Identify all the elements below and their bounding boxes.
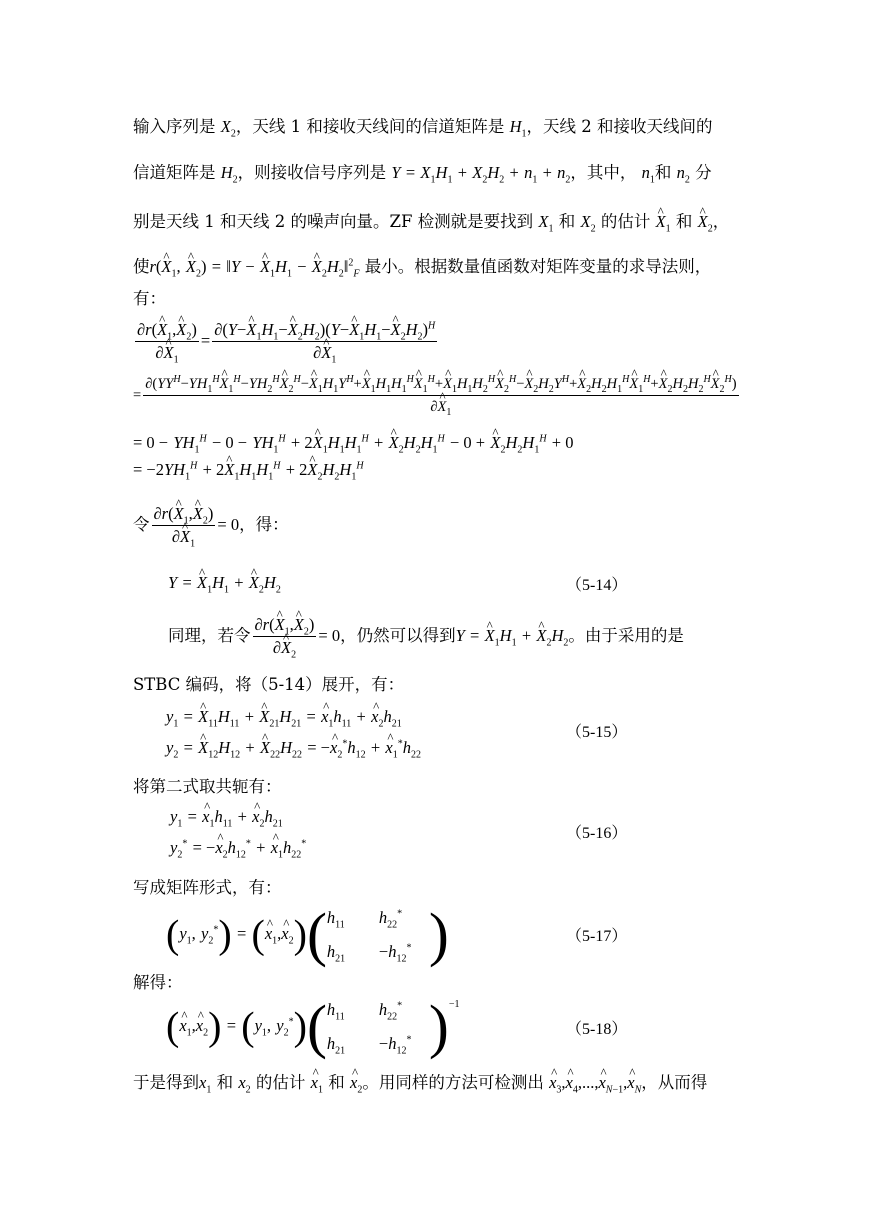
equation-5-15-line-1: $y_1$ = ^ $X_{11}H_{11}$ + ^ $X_{21}H_{21}$ = ^ $x_1h_{11}$ + ^ $x_2h_{21}$: [166, 707, 402, 727]
equation-number-5-14: （5-14）: [566, 577, 628, 594]
equation-5-18: (^ $x_1,\^{}$ $x_2) = (y_1$, $y_2^*$)( $h_{11}$ $h_{22}^*$ $h_{21}$ $-h_{12}^*$ )$^{-1}$: [166, 996, 460, 1057]
equation-5-16-line-1: $y_1$ = ^ $x_1h_{11}$ + ^ $x_2h_{21}$: [170, 807, 283, 827]
conjugate-line: 将第二式取共轭有：: [133, 777, 282, 796]
paragraph-line-2: 信道矩阵是 $H_2$，则接收信号序列是 $Y = X_1H_1 + X_2H_2 + n_1 + n_2$，其中， $n_1$和 $n_2$ 分: [133, 163, 712, 186]
equation-number-5-18: （5-18）: [566, 1021, 628, 1038]
equation-number-5-15: （5-15）: [566, 724, 628, 741]
paragraph-line-3: 别是天线 1 和天线 2 的噪声向量。ZF 检测就是要找到 $X_1$ 和 $X_2$ 的估计 ^ $X_1$ 和 ^ $X_2$，: [133, 212, 729, 232]
setting-line: 令 $\frac{\partial r(\^{} X_1,\^{} X_2)}{\partial\^{} X_1}$ = 0，得：: [133, 504, 289, 547]
equation-5-15-line-2: $y_2$ = ^ $X_{12}H_{12}$ + ^ $X_{22}H_{22}$ = −^ $x_2^*h_{12}$ + ^ $x_1^*h_{22}$: [166, 738, 421, 758]
paragraph-line-5: 有：: [133, 289, 166, 308]
stbc-line: STBC 编码，将（5-14）展开，有：: [133, 675, 405, 694]
equation-number-5-16: （5-16）: [566, 825, 628, 842]
derivation-line-1: $\frac{\partial r(\^{} X_1,\^{} X_2)}{\partial\^{} X_1}$ = $\frac{\partial(Y-\^{} X_1H_1-\^{} X_2H_2)(Y-\^{} X_1H_1-\^{} X_2H_2)^H}{\partial\^{} X_1}$: [133, 320, 439, 363]
similarly-line: 同理，若令 $\frac{\partial r(\^{} X_1,\^{} X_2)}{\partial\^{} X_2}$ = 0，仍然可以得到Y = ^ $X_1H_1$ + ^ $X_2H_2$。由于采用的是: [168, 615, 684, 658]
equation-5-14: Y = ^ $X_1H_1$ + ^ $X_2H_2$: [168, 573, 281, 593]
equation-number-5-17: （5-17）: [566, 928, 628, 945]
paragraph-line-4: 使r(^ $X_1$, ^ $X_2$) = ‖Y − ^ $X_1H_1$ − ^ $X_2H_2‖^2_F$ 最小。根据数量值函数对矩阵变量的求导法则，: [133, 257, 711, 277]
matrix-form-line: 写成矩阵形式，有：: [133, 878, 282, 897]
equation-5-17: ($y_1$, $y_2^*$) = (^ $x_1,\^{}$ $x_2$)( $h_{11}$ $h_{22}^*$ $h_{21}$ $-h_{12}^*$ ): [166, 904, 449, 965]
derivation-line-3: = $0 - YH_1^H - 0 - YH_1^H$ + 2^ $X_1H_1H_1^H$ + ^ $X_2H_2H_1^H - 0$ + ^ $X_2H_2H_1^H + 0$: [133, 433, 573, 453]
solve-line: 解得：: [133, 973, 183, 992]
final-line: 于是得到$x_1$ 和 $x_2$ 的估计 ^ $x_1$ 和 ^ $x_2$。用同样的方法可检测出 ^ $x_3,\^{}$ $x_4,...,\^{}$ $x_{N-1},\^{}$ $x_N$，从而得: [133, 1073, 707, 1093]
derivation-line-4: = $-2YH_1^H$ + 2^ $X_1H_1H_1^H$ + 2^ $X_2H_2H_1^H$: [133, 460, 364, 480]
equation-5-16-line-2: $y_2^*$ = −^ $x_2h_{12}^*$ + ^ $x_1h_{22}^*$: [170, 838, 306, 858]
paragraph-line-1: 输入序列是 $X_2$，天线 1 和接收天线间的信道矩阵是 $H_1$，天线 2 和接收天线间的: [133, 117, 713, 140]
derivation-line-2: = $\partial(YY^H-YH_1^H\^{}$ $X_1^H-YH_2^H\^{}$ $X_2^H-\^{}$ $X_1H_1Y^H+\^{}$ $X_1H_1H_1^H\^{}$ $X_1^H+\^{}$ $X_1H_1H_2^H\^{}$ $X_2^H-\^{}$ $X_2H_2Y^H+\^{}$ $X_2H_2H_1^H\^{}$ $X_1^H+\^{}$ $X_2H_2H_2^H\^{}$ $X_2^H$) ∂^ $X_1$: [133, 374, 741, 417]
